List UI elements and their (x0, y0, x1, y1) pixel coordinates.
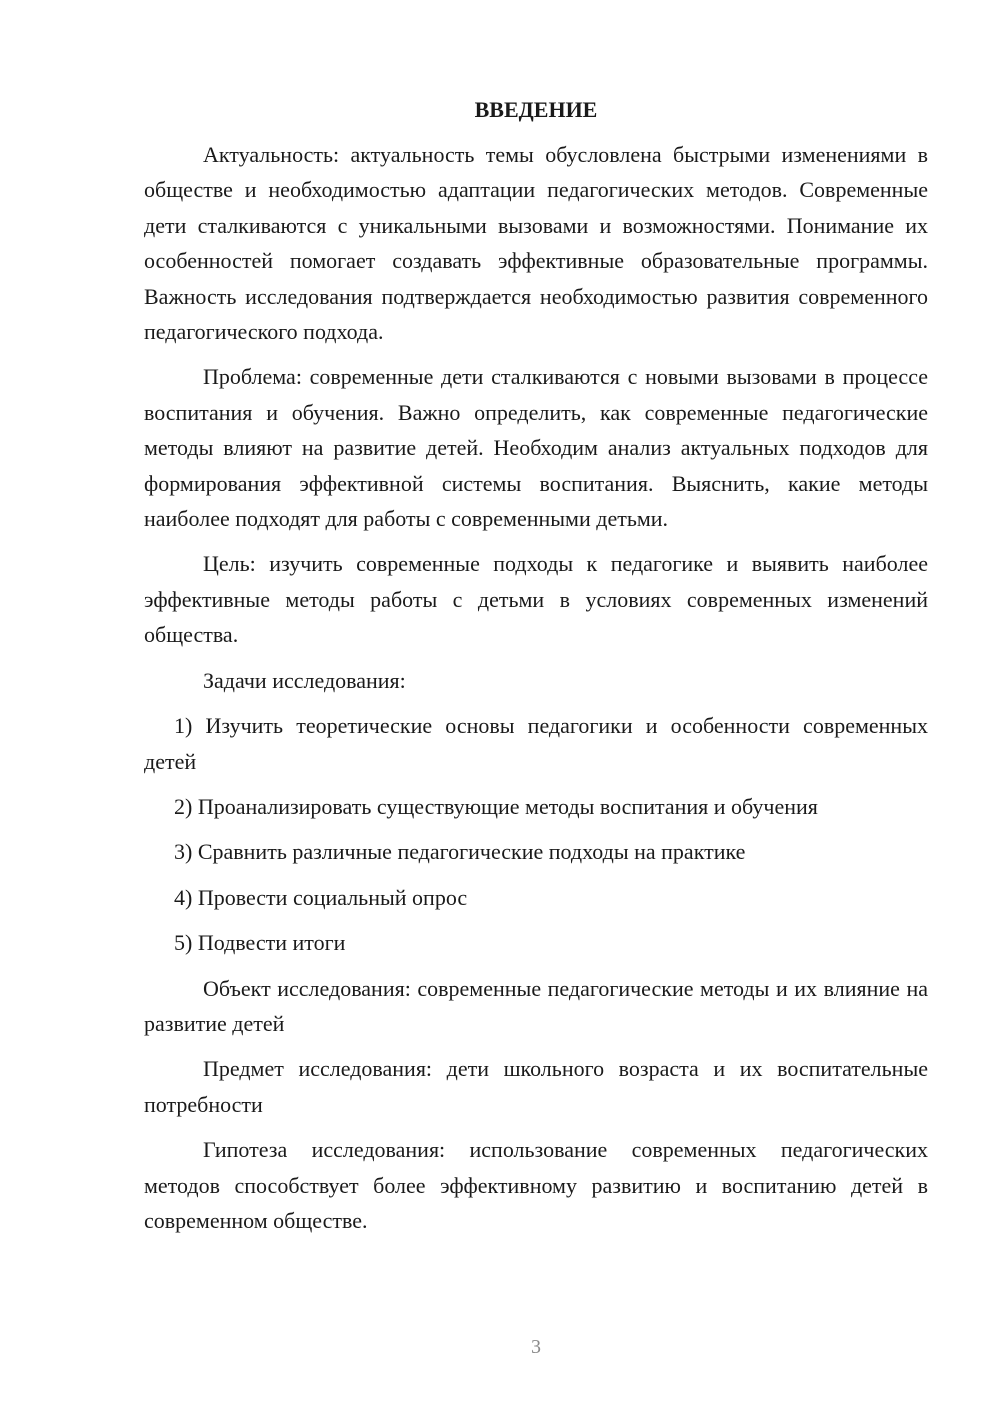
list-item: 3) Сравнить различные педагогические подходы на практике (174, 839, 746, 865)
subject-paragraph: Предмет исследования: дети школьного возраста и их воспитательные потребности (144, 1056, 928, 1117)
list-item: 5) Подвести итоги (174, 930, 346, 956)
tasks-heading: Задачи исследования: (203, 667, 406, 693)
problem-paragraph: Проблема: современные дети сталкиваются с новыми вызовами в процессе воспитания и обучения. Важно определить, как современные педагогические методы влияют на развитие детей. Необходим анализ актуальных подходов для формирования эффективной системы воспитания. Выяснить, какие методы наиболее подходят для работы с современными детьми. (144, 364, 928, 532)
list-item: 1) Изучить теоретические основы педагогики и особенности современных детей (144, 713, 928, 774)
section-heading: ВВЕДЕНИЕ (474, 97, 598, 122)
list-item: 2) Проанализировать существующие методы воспитания и обучения (174, 793, 818, 819)
tasks-list (144, 708, 928, 960)
relevance-paragraph: Актуальность: актуальность темы обусловлена быстрыми изменениями в обществе и необходимостью адаптации педагогических методов. Современные дети сталкиваются с уникальными вызовами и возможностями. Понимание их особенностей помогает создавать эффективные образовательные программы. Важность исследования подтверждается необходимостью развития современного педагогического подхода. (144, 142, 928, 345)
list-item: 4) Провести социальный опрос (174, 884, 468, 910)
goal-paragraph: Цель: изучить современные подходы к педагогике и выявить наиболее эффективные методы работы с детьми в условиях современных изменений общества. (144, 551, 928, 648)
page-content (144, 92, 928, 1248)
object-paragraph: Объект исследования: современные педагогические методы и их влияние на развитие детей (144, 975, 928, 1036)
hypothesis-paragraph: Гипотеза исследования: использование современных педагогических методов способствует более эффективному развитию и воспитанию детей в современном обществе. (144, 1137, 928, 1233)
page-number: 3 (531, 1336, 541, 1358)
